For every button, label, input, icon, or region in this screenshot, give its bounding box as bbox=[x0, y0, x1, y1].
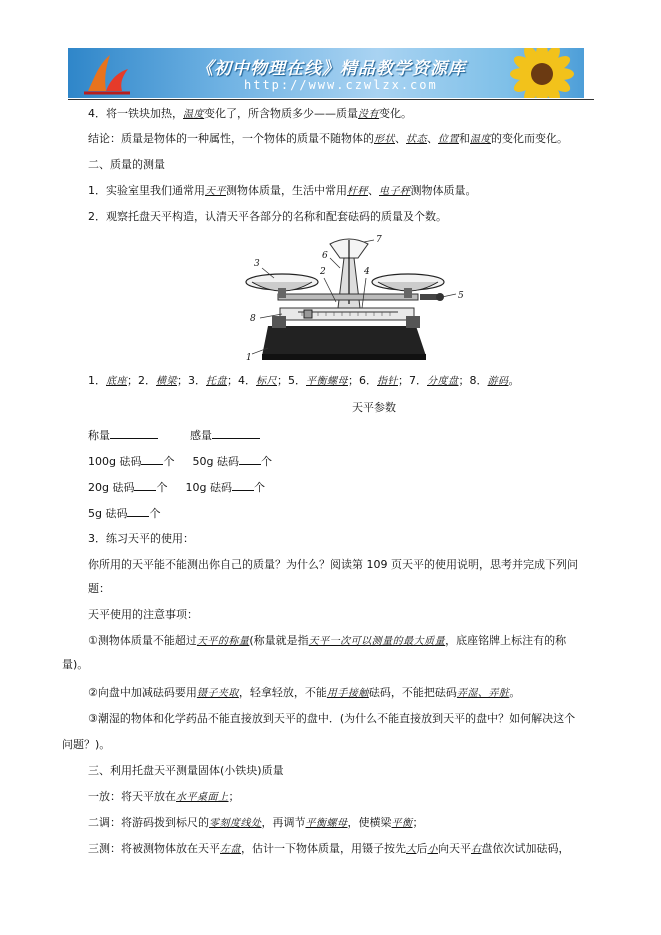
header-banner bbox=[68, 48, 584, 98]
header-divider bbox=[68, 99, 594, 100]
parts-list: 1．底座；2．横梁；3．托盘；4．标尺；5．平衡螺母；6．指针；7．分度盘；8．游码。 bbox=[88, 374, 520, 387]
diagram-label: 7 bbox=[376, 235, 382, 245]
handwritten-answer: 温度 bbox=[183, 109, 204, 120]
header-title: 《初中物理在线》精品教学资源库 bbox=[196, 59, 466, 79]
header-url[interactable]: http://www.czwlzx.com bbox=[244, 78, 438, 92]
section-heading: 二、质量的测量 bbox=[88, 158, 165, 171]
diagram-label: 4 bbox=[364, 267, 370, 277]
text-line: 问题？)。 bbox=[62, 738, 111, 751]
handwritten-answer: 温度 bbox=[470, 134, 491, 145]
text-line: 4．将一铁块加热，温度变化了，所含物质多少——质量没有变化。 bbox=[88, 107, 412, 120]
handwritten-answer: 天平 bbox=[205, 186, 226, 197]
handwritten-answer: 电子秤 bbox=[379, 186, 411, 197]
handwritten-answer: 杆秤 bbox=[347, 186, 368, 197]
diagram-label: 8 bbox=[250, 314, 256, 324]
text-line: 3．练习天平的使用： bbox=[88, 532, 194, 545]
text-line: 天平使用的注意事项： bbox=[88, 608, 198, 621]
text-line: 一放：将天平放在水平桌面上； bbox=[88, 790, 240, 803]
balance-diagram bbox=[238, 228, 474, 368]
conclusion-line: 结论：质量是物体的一种属性，一个物体的质量不随物体的形状、状态、位置和温度的变化而变化。 bbox=[88, 132, 568, 145]
section-heading: 三、利用托盘天平测量固体(小铁块)质量 bbox=[88, 764, 284, 777]
text-line: 2．观察托盘天平构造，认清天平各部分的名称和配套砝码的质量及个数。 bbox=[88, 210, 447, 223]
param-line: 20g 砝码 个 10g 砝码 个 bbox=[88, 481, 265, 494]
text-line: ②向盘中加减砝码要用镊子夹取，轻拿轻放，不能用手接触砝码，不能把砝码弄湿、弄脏。 bbox=[88, 686, 521, 699]
handwritten-answer: 状态 bbox=[406, 134, 427, 145]
diagram-label: 5 bbox=[458, 291, 464, 301]
handwritten-answer: 形状 bbox=[374, 134, 395, 145]
text-line: 题： bbox=[88, 582, 110, 595]
handwritten-answer: 位置 bbox=[438, 134, 459, 145]
text-line: 量)。 bbox=[62, 658, 89, 671]
param-line: 称量 感量 bbox=[88, 427, 260, 444]
text-line: ①测物体质量不能超过天平的称量(称量就是指天平一次可以测量的最大质量，底座铭牌上标注有的称 bbox=[88, 634, 567, 647]
diagram-label: 1 bbox=[246, 353, 252, 363]
text-line: ③潮湿的物体和化学药品不能直接放到天平的盘中．(为什么不能直接放到天平的盘中？如何解决这个 bbox=[88, 712, 576, 725]
param-line: 5g 砝码 个 bbox=[88, 507, 161, 520]
text-line: 三测：将被测物体放在天平左盘，估计一下物体质量，用镊子按先大后小向天平右盘依次试加砝码， bbox=[88, 842, 570, 855]
logo-icon bbox=[80, 51, 134, 95]
text-line: 二调：将游码拨到标尺的零刻度线处，再调节平衡螺母，使横梁平衡； bbox=[88, 816, 424, 829]
diagram-label: 3 bbox=[254, 259, 260, 269]
text-line: 你所用的天平能不能测出你自己的质量？为什么？阅读第 109 页天平的使用说明，思考并完成下列问 bbox=[88, 558, 578, 571]
diagram-label: 6 bbox=[322, 251, 328, 261]
table-title: 天平参数 bbox=[352, 401, 396, 414]
handwritten-answer: 没有 bbox=[358, 109, 379, 120]
text-line: 1．实验室里我们通常用天平测物体质量，生活中常用杆秤、电子秤测物体质量。 bbox=[88, 184, 477, 197]
diagram-label: 2 bbox=[320, 267, 326, 277]
sunflower-icon bbox=[504, 48, 580, 98]
param-line: 100g 砝码 个 50g 砝码 个 bbox=[88, 455, 272, 468]
